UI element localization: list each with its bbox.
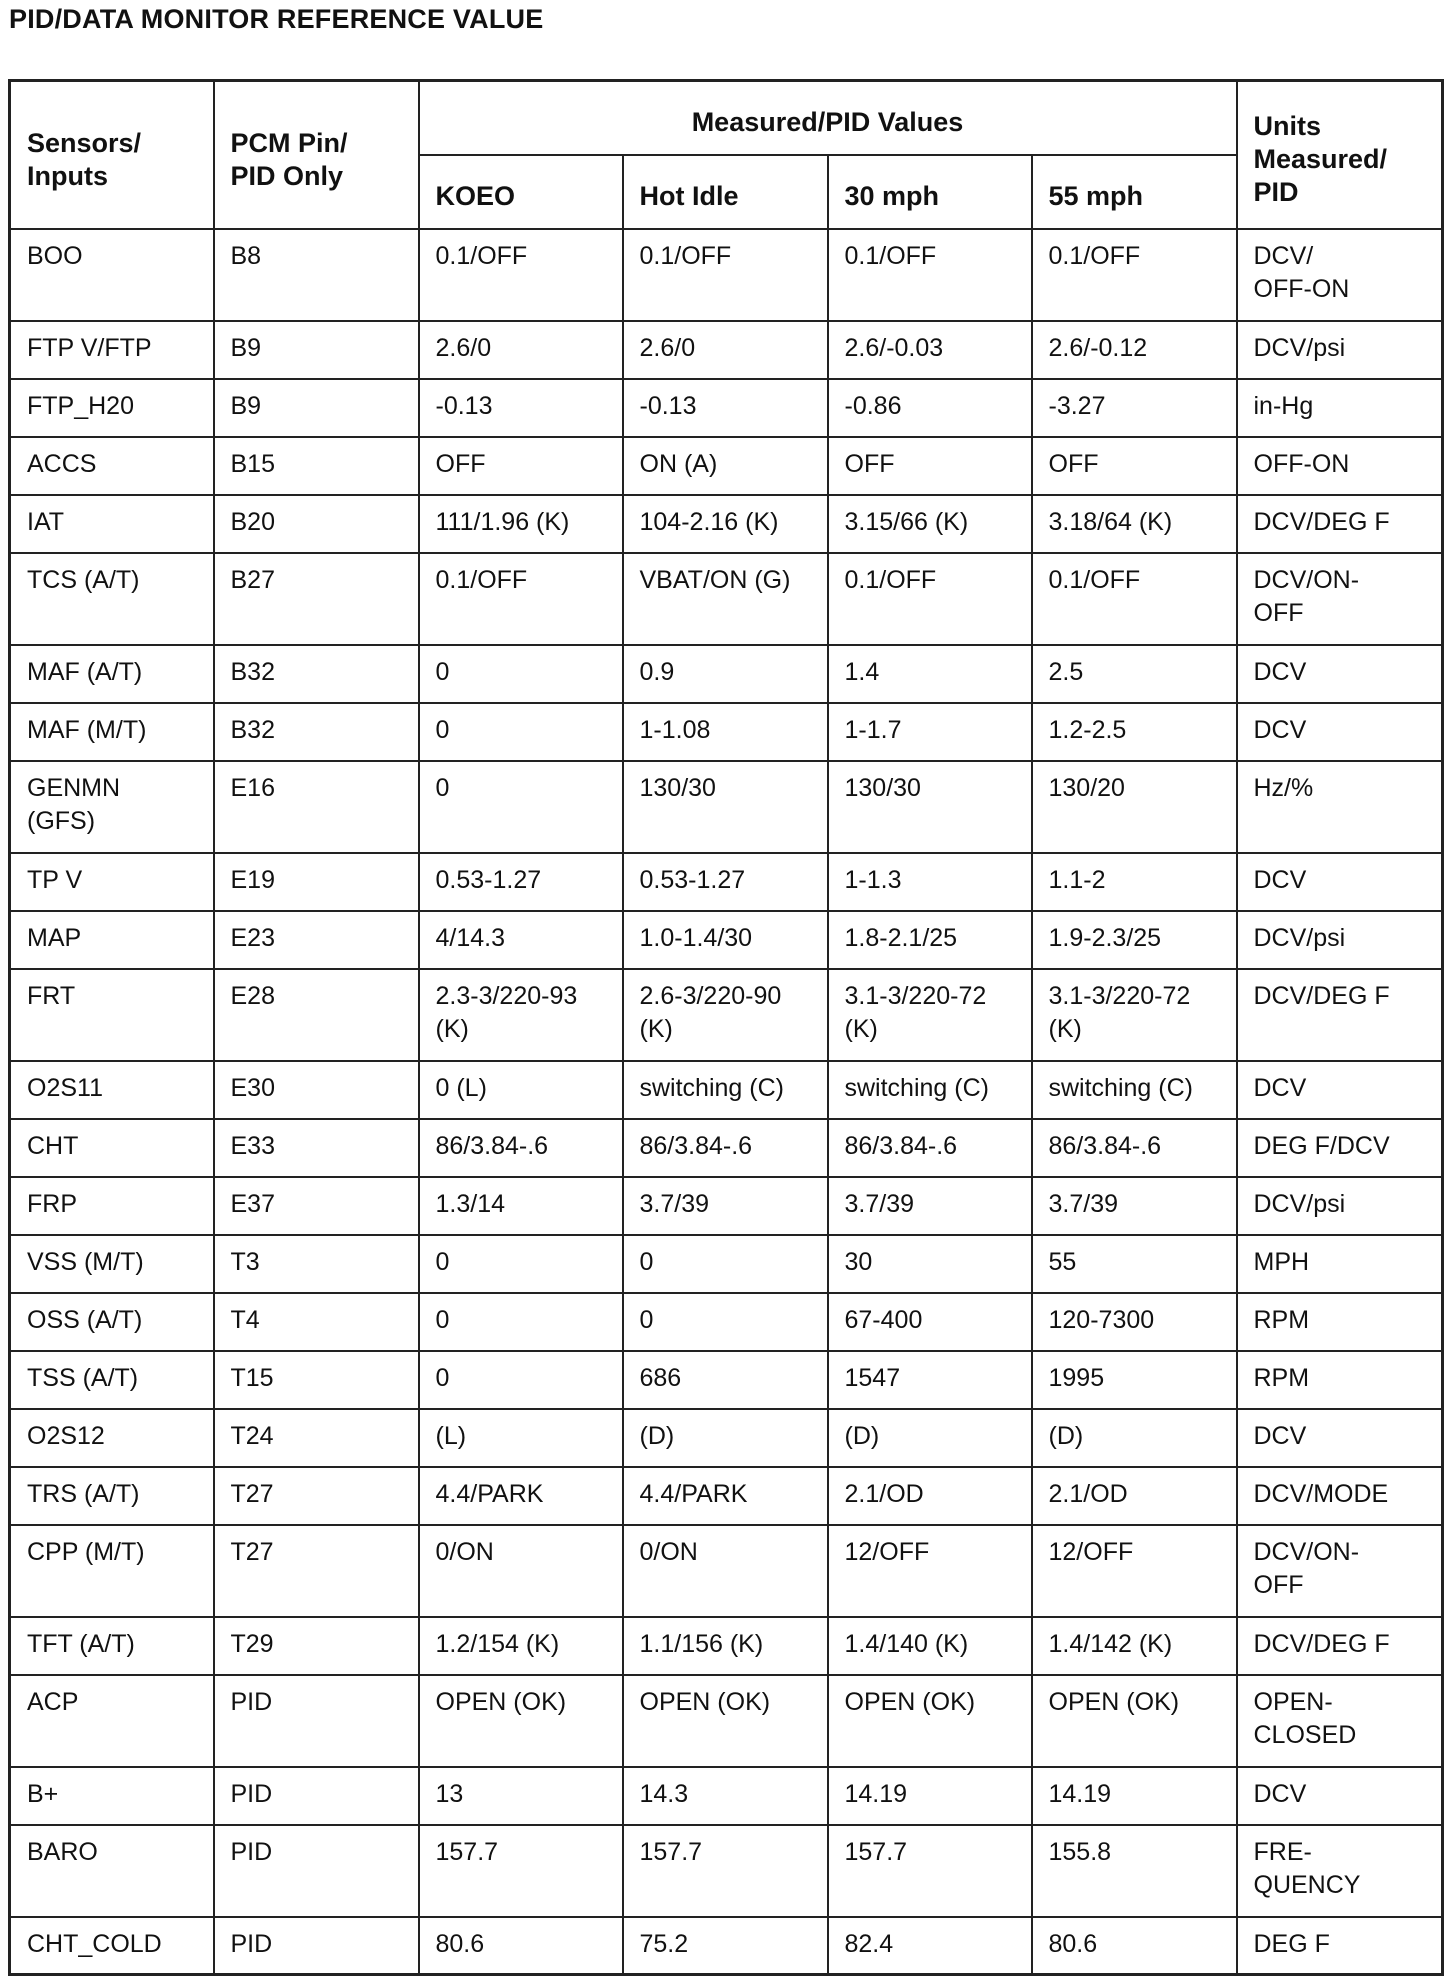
- koeo-cell: 0: [419, 703, 623, 761]
- mph30-cell: 130/30: [828, 761, 1032, 853]
- table-row: [10, 495, 1443, 553]
- pcm-pin-cell: B9: [214, 379, 419, 437]
- mph55-cell: 1.9-2.3/25: [1032, 911, 1237, 969]
- units-cell: DEG F/DCV: [1237, 1119, 1443, 1177]
- table-row: [10, 1825, 1443, 1917]
- pcm-pin-cell: T4: [214, 1293, 419, 1351]
- koeo-cell: 1.2/154 (K): [419, 1617, 623, 1675]
- sensor-cell: MAF (A/T): [10, 645, 214, 703]
- pcm-pin-cell: T24: [214, 1409, 419, 1467]
- units-cell: DCV: [1237, 1061, 1443, 1119]
- mph55-cell: 0.1/OFF: [1032, 229, 1237, 321]
- units-cell: DCV: [1237, 645, 1443, 703]
- mph55-cell: 1995: [1032, 1351, 1237, 1409]
- koeo-cell: 0: [419, 1293, 623, 1351]
- hot-idle-cell: VBAT/ON (G): [623, 553, 828, 645]
- units-cell: OPEN- CLOSED: [1237, 1675, 1443, 1767]
- header-pcm-pin-label: PCM Pin/ PID Only: [230, 127, 348, 191]
- sensor-cell: ACCS: [10, 437, 214, 495]
- pcm-pin-cell: E23: [214, 911, 419, 969]
- mph55-cell: 1.1-2: [1032, 853, 1237, 911]
- mph30-cell: 2.1/OD: [828, 1467, 1032, 1525]
- koeo-cell: 0: [419, 1235, 623, 1293]
- mph55-cell: 80.6: [1032, 1917, 1237, 1975]
- header-units-label: Units Measured/ PID: [1253, 111, 1388, 208]
- units-cell: DCV: [1237, 703, 1443, 761]
- units-cell: RPM: [1237, 1351, 1443, 1409]
- mph55-cell: 3.18/64 (K): [1032, 495, 1237, 553]
- koeo-cell: 0.53-1.27: [419, 853, 623, 911]
- units-cell: in-Hg: [1237, 379, 1443, 437]
- mph30-cell: OFF: [828, 437, 1032, 495]
- table-row: [10, 853, 1443, 911]
- table-row: [10, 645, 1443, 703]
- table-row: [10, 1235, 1443, 1293]
- sensor-cell: ACP: [10, 1675, 214, 1767]
- hot-idle-cell: 14.3: [623, 1767, 828, 1825]
- units-cell: DCV/ON- OFF: [1237, 553, 1443, 645]
- mph30-cell: 1-1.3: [828, 853, 1032, 911]
- table-row: [10, 1293, 1443, 1351]
- mph30-cell: 3.15/66 (K): [828, 495, 1032, 553]
- mph55-cell: 55: [1032, 1235, 1237, 1293]
- mph30-cell: 30: [828, 1235, 1032, 1293]
- pcm-pin-cell: E16: [214, 761, 419, 853]
- header-measured-pid-values: Measured/PID Values: [419, 81, 1237, 155]
- sensor-cell: CHT_COLD: [10, 1917, 214, 1975]
- koeo-cell: (L): [419, 1409, 623, 1467]
- mph55-cell: -3.27: [1032, 379, 1237, 437]
- mph55-cell: switching (C): [1032, 1061, 1237, 1119]
- mph30-cell: 0.1/OFF: [828, 553, 1032, 645]
- hot-idle-cell: 0.53-1.27: [623, 853, 828, 911]
- koeo-cell: 0.1/OFF: [419, 553, 623, 645]
- units-cell: DEG F: [1237, 1917, 1443, 1975]
- table-row: [10, 703, 1443, 761]
- koeo-cell: 0.1/OFF: [419, 229, 623, 321]
- koeo-cell: 0: [419, 645, 623, 703]
- koeo-cell: 13: [419, 1767, 623, 1825]
- table-row: [10, 437, 1443, 495]
- sensor-cell: TCS (A/T): [10, 553, 214, 645]
- table-row: [10, 1409, 1443, 1467]
- mph30-cell: 1.4/140 (K): [828, 1617, 1032, 1675]
- pcm-pin-cell: E19: [214, 853, 419, 911]
- mph30-cell: OPEN (OK): [828, 1675, 1032, 1767]
- table-row: [10, 911, 1443, 969]
- table-row: [10, 1675, 1443, 1767]
- mph55-cell: 14.19: [1032, 1767, 1237, 1825]
- table-row: [10, 1061, 1443, 1119]
- koeo-cell: 0 (L): [419, 1061, 623, 1119]
- pcm-pin-cell: B32: [214, 703, 419, 761]
- koeo-cell: 0/ON: [419, 1525, 623, 1617]
- table-row: [10, 1119, 1443, 1177]
- hot-idle-cell: 0: [623, 1293, 828, 1351]
- units-cell: FRE- QUENCY: [1237, 1825, 1443, 1917]
- koeo-cell: 4.4/PARK: [419, 1467, 623, 1525]
- header-hot-idle: Hot Idle: [623, 155, 828, 229]
- koeo-cell: 0: [419, 761, 623, 853]
- pcm-pin-cell: PID: [214, 1675, 419, 1767]
- koeo-cell: 0: [419, 1351, 623, 1409]
- header-units: [1237, 81, 1443, 229]
- mph55-cell: 2.5: [1032, 645, 1237, 703]
- pcm-pin-cell: T27: [214, 1525, 419, 1617]
- header-sensors-inputs: [10, 81, 214, 229]
- mph55-cell: (D): [1032, 1409, 1237, 1467]
- mph30-cell: 1-1.7: [828, 703, 1032, 761]
- page-title: PID/DATA MONITOR REFERENCE VALUE: [9, 4, 544, 34]
- hot-idle-cell: OPEN (OK): [623, 1675, 828, 1767]
- table-row: [10, 969, 1443, 1061]
- koeo-cell: 80.6: [419, 1917, 623, 1975]
- sensor-cell: TP V: [10, 853, 214, 911]
- table-row: [10, 379, 1443, 437]
- header-55-mph: 55 mph: [1032, 155, 1237, 229]
- hot-idle-cell: 1-1.08: [623, 703, 828, 761]
- hot-idle-cell: -0.13: [623, 379, 828, 437]
- hot-idle-cell: 4.4/PARK: [623, 1467, 828, 1525]
- hot-idle-cell: (D): [623, 1409, 828, 1467]
- units-cell: DCV: [1237, 1767, 1443, 1825]
- hot-idle-cell: 104-2.16 (K): [623, 495, 828, 553]
- mph30-cell: 1.4: [828, 645, 1032, 703]
- table-row: [10, 1525, 1443, 1617]
- units-cell: DCV/DEG F: [1237, 495, 1443, 553]
- sensor-cell: TRS (A/T): [10, 1467, 214, 1525]
- hot-idle-cell: 0.9: [623, 645, 828, 703]
- hot-idle-cell: 0.1/OFF: [623, 229, 828, 321]
- hot-idle-cell: 130/30: [623, 761, 828, 853]
- table-row: [10, 1467, 1443, 1525]
- sensor-cell: MAP: [10, 911, 214, 969]
- sensor-cell: O2S11: [10, 1061, 214, 1119]
- sensor-cell: CPP (M/T): [10, 1525, 214, 1617]
- pcm-pin-cell: E28: [214, 969, 419, 1061]
- header-pcm-pin: [214, 81, 419, 229]
- pcm-pin-cell: B9: [214, 321, 419, 379]
- hot-idle-cell: 157.7: [623, 1825, 828, 1917]
- pcm-pin-cell: B8: [214, 229, 419, 321]
- sensor-cell: B+: [10, 1767, 214, 1825]
- table-row: [10, 1767, 1443, 1825]
- sensor-cell: IAT: [10, 495, 214, 553]
- table-row: [10, 1177, 1443, 1235]
- mph55-cell: 1.2-2.5: [1032, 703, 1237, 761]
- reference-table: [8, 79, 1444, 1976]
- header-sensors-label: Sensors/ Inputs: [27, 127, 142, 191]
- mph30-cell: 2.6/-0.03: [828, 321, 1032, 379]
- mph30-cell: 67-400: [828, 1293, 1032, 1351]
- hot-idle-cell: 0: [623, 1235, 828, 1293]
- hot-idle-cell: 1.0-1.4/30: [623, 911, 828, 969]
- koeo-cell: 1.3/14: [419, 1177, 623, 1235]
- mph30-cell: 82.4: [828, 1917, 1032, 1975]
- pcm-pin-cell: PID: [214, 1767, 419, 1825]
- hot-idle-cell: 686: [623, 1351, 828, 1409]
- sensor-cell: GENMN (GFS): [10, 761, 214, 853]
- hot-idle-cell: 75.2: [623, 1917, 828, 1975]
- sensor-cell: FTP_H20: [10, 379, 214, 437]
- units-cell: Hz/%: [1237, 761, 1443, 853]
- units-cell: MPH: [1237, 1235, 1443, 1293]
- units-cell: DCV/psi: [1237, 1177, 1443, 1235]
- sensor-cell: BOO: [10, 229, 214, 321]
- table-row: [10, 761, 1443, 853]
- table-row: [10, 321, 1443, 379]
- hot-idle-cell: 0/ON: [623, 1525, 828, 1617]
- mph55-cell: OPEN (OK): [1032, 1675, 1237, 1767]
- pcm-pin-cell: PID: [214, 1825, 419, 1917]
- units-cell: DCV/ OFF-ON: [1237, 229, 1443, 321]
- pcm-pin-cell: B20: [214, 495, 419, 553]
- mph30-cell: switching (C): [828, 1061, 1032, 1119]
- sensor-cell: O2S12: [10, 1409, 214, 1467]
- units-cell: DCV: [1237, 1409, 1443, 1467]
- pcm-pin-cell: B27: [214, 553, 419, 645]
- pcm-pin-cell: E37: [214, 1177, 419, 1235]
- koeo-cell: -0.13: [419, 379, 623, 437]
- koeo-cell: 4/14.3: [419, 911, 623, 969]
- hot-idle-cell: ON (A): [623, 437, 828, 495]
- mph30-cell: 3.7/39: [828, 1177, 1032, 1235]
- pcm-pin-cell: E30: [214, 1061, 419, 1119]
- mph30-cell: (D): [828, 1409, 1032, 1467]
- mph55-cell: 2.1/OD: [1032, 1467, 1237, 1525]
- units-cell: DCV/ON- OFF: [1237, 1525, 1443, 1617]
- table-body: [10, 229, 1443, 1975]
- koeo-cell: 2.3-3/220-93 (K): [419, 969, 623, 1061]
- header-koeo: KOEO: [419, 155, 623, 229]
- hot-idle-cell: 2.6/0: [623, 321, 828, 379]
- koeo-cell: 86/3.84-.6: [419, 1119, 623, 1177]
- pcm-pin-cell: T29: [214, 1617, 419, 1675]
- pcm-pin-cell: T3: [214, 1235, 419, 1293]
- header-30-mph: 30 mph: [828, 155, 1032, 229]
- mph30-cell: -0.86: [828, 379, 1032, 437]
- units-cell: OFF-ON: [1237, 437, 1443, 495]
- sensor-cell: OSS (A/T): [10, 1293, 214, 1351]
- units-cell: DCV/DEG F: [1237, 969, 1443, 1061]
- koeo-cell: OPEN (OK): [419, 1675, 623, 1767]
- sensor-cell: FTP V/FTP: [10, 321, 214, 379]
- sensor-cell: BARO: [10, 1825, 214, 1917]
- mph55-cell: 3.1-3/220-72 (K): [1032, 969, 1237, 1061]
- sensor-cell: FRT: [10, 969, 214, 1061]
- mph30-cell: 1547: [828, 1351, 1032, 1409]
- mph55-cell: 155.8: [1032, 1825, 1237, 1917]
- mph55-cell: OFF: [1032, 437, 1237, 495]
- sensor-cell: FRP: [10, 1177, 214, 1235]
- units-cell: DCV: [1237, 853, 1443, 911]
- hot-idle-cell: 86/3.84-.6: [623, 1119, 828, 1177]
- units-cell: DCV/DEG F: [1237, 1617, 1443, 1675]
- units-cell: RPM: [1237, 1293, 1443, 1351]
- pcm-pin-cell: B15: [214, 437, 419, 495]
- hot-idle-cell: switching (C): [623, 1061, 828, 1119]
- koeo-cell: 2.6/0: [419, 321, 623, 379]
- koeo-cell: 157.7: [419, 1825, 623, 1917]
- table-row: [10, 553, 1443, 645]
- units-cell: DCV/psi: [1237, 911, 1443, 969]
- mph55-cell: 130/20: [1032, 761, 1237, 853]
- mph55-cell: 86/3.84-.6: [1032, 1119, 1237, 1177]
- koeo-cell: OFF: [419, 437, 623, 495]
- mph30-cell: 1.8-2.1/25: [828, 911, 1032, 969]
- pcm-pin-cell: T15: [214, 1351, 419, 1409]
- mph55-cell: 120-7300: [1032, 1293, 1237, 1351]
- table-row: [10, 1351, 1443, 1409]
- table-row: [10, 1917, 1443, 1975]
- mph55-cell: 12/OFF: [1032, 1525, 1237, 1617]
- pcm-pin-cell: T27: [214, 1467, 419, 1525]
- mph30-cell: 14.19: [828, 1767, 1032, 1825]
- units-cell: DCV/psi: [1237, 321, 1443, 379]
- pcm-pin-cell: E33: [214, 1119, 419, 1177]
- sensor-cell: MAF (M/T): [10, 703, 214, 761]
- units-cell: DCV/MODE: [1237, 1467, 1443, 1525]
- sensor-cell: CHT: [10, 1119, 214, 1177]
- hot-idle-cell: 1.1/156 (K): [623, 1617, 828, 1675]
- koeo-cell: 111/1.96 (K): [419, 495, 623, 553]
- mph30-cell: 157.7: [828, 1825, 1032, 1917]
- mph55-cell: 0.1/OFF: [1032, 553, 1237, 645]
- hot-idle-cell: 2.6-3/220-90 (K): [623, 969, 828, 1061]
- mph30-cell: 3.1-3/220-72 (K): [828, 969, 1032, 1061]
- mph55-cell: 3.7/39: [1032, 1177, 1237, 1235]
- pcm-pin-cell: PID: [214, 1917, 419, 1975]
- sensor-cell: VSS (M/T): [10, 1235, 214, 1293]
- mph30-cell: 0.1/OFF: [828, 229, 1032, 321]
- mph55-cell: 1.4/142 (K): [1032, 1617, 1237, 1675]
- table-row: [10, 229, 1443, 321]
- pcm-pin-cell: B32: [214, 645, 419, 703]
- mph30-cell: 12/OFF: [828, 1525, 1032, 1617]
- hot-idle-cell: 3.7/39: [623, 1177, 828, 1235]
- mph30-cell: 86/3.84-.6: [828, 1119, 1032, 1177]
- mph55-cell: 2.6/-0.12: [1032, 321, 1237, 379]
- table-row: [10, 1617, 1443, 1675]
- sensor-cell: TFT (A/T): [10, 1617, 214, 1675]
- sensor-cell: TSS (A/T): [10, 1351, 214, 1409]
